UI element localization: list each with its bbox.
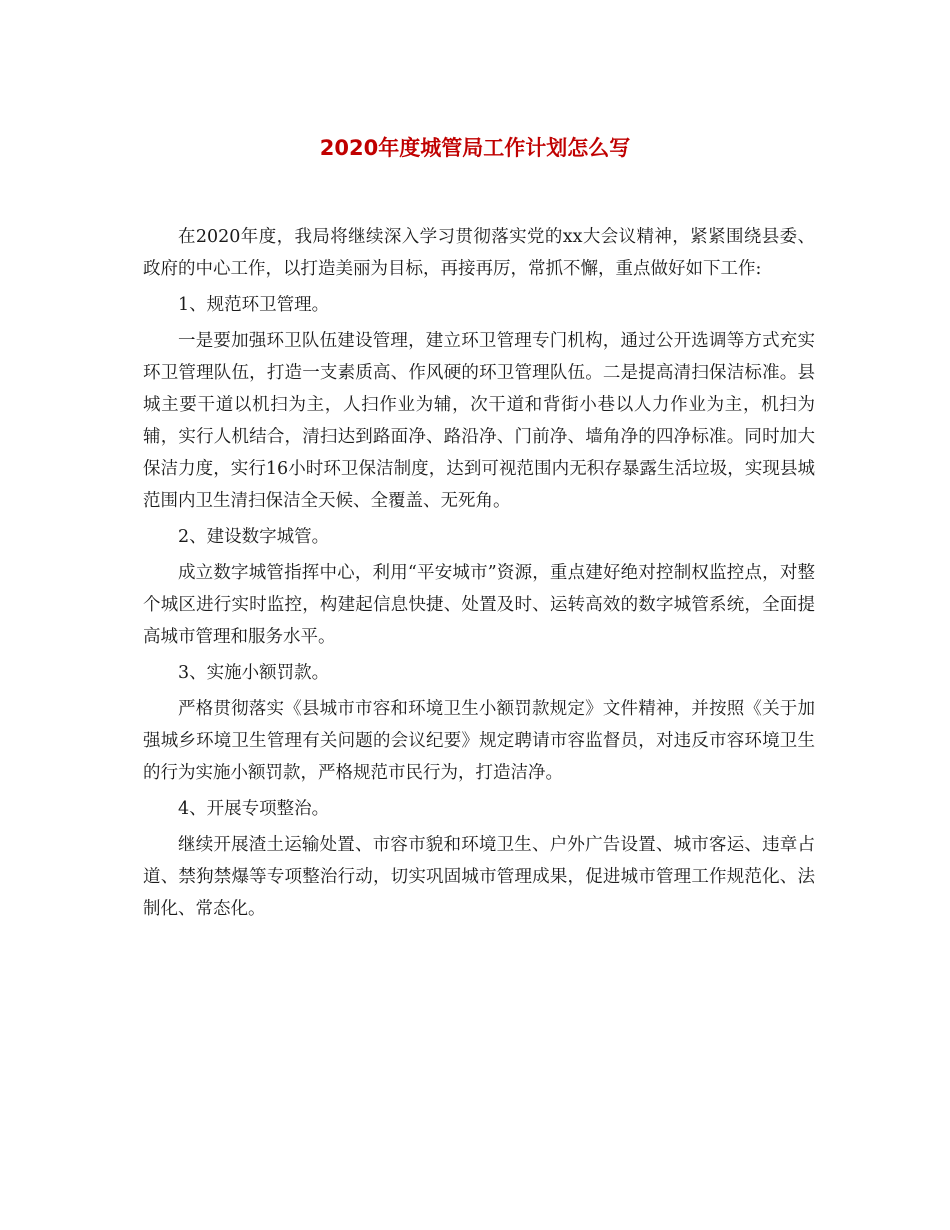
- document-title: 2020年度城管局工作计划怎么写: [319, 136, 631, 160]
- section-heading-1: 1、规范环卫管理。: [178, 295, 330, 315]
- section-heading-3: 3、实施小额罚款。: [178, 663, 330, 683]
- section-paragraph-1: 一是要加强环卫队伍建设管理，建立环卫管理专门机构，通过公开选调等方式充实环卫管理队伍，打造一支素质高、作风硬的环卫管理队伍。二是提高清扫保洁标准。县城主要干道以机扫为主，人扫作业为辅，次干道和背街小巷以人力作业为主，机扫为辅，实行人机结合，清扫达到路面净、路沿净、门前净、墙角净的四净标准。同时加大保洁力度，实行16小时环卫保洁制度，达到可视范围内无积存暴露生活垃圾，实现县城范围内卫生清扫保洁全天候、全覆盖、无死角。: [143, 331, 815, 511]
- section-paragraph-4: 继续开展渣土运输处置、市容市貌和环境卫生、户外广告设置、城市客运、违章占道、禁狗禁爆等专项整治行动，切实巩固城市管理成果，促进城市管理工作规范化、法制化、常态化。: [143, 835, 815, 919]
- section-paragraph-2: 成立数字城管指挥中心，利用“平安城市”资源，重点建好绝对控制权监控点，对整个城区进行实时监控，构建起信息快捷、处置及时、运转高效的数字城管系统，全面提高城市管理和服务水平。: [143, 563, 815, 647]
- section-heading-2: 2、建设数字城管。: [178, 527, 330, 547]
- document-body: [143, 221, 815, 929]
- section-paragraph-3: 严格贯彻落实《县城市市容和环境卫生小额罚款规定》文件精神，并按照《关于加强城乡环境卫生管理有关问题的会议纪要》规定聘请市容监督员，对违反市容环境卫生的行为实施小额罚款，严格规范市民行为，打造洁净。: [143, 699, 815, 783]
- intro-paragraph: 在2020年度，我局将继续深入学习贯彻落实党的xx大会议精神，紧紧围绕县委、政府的中心工作，以打造美丽为目标，再接再厉，常抓不懈，重点做好如下工作:: [143, 227, 815, 279]
- section-heading-4: 4、开展专项整治。: [178, 799, 330, 819]
